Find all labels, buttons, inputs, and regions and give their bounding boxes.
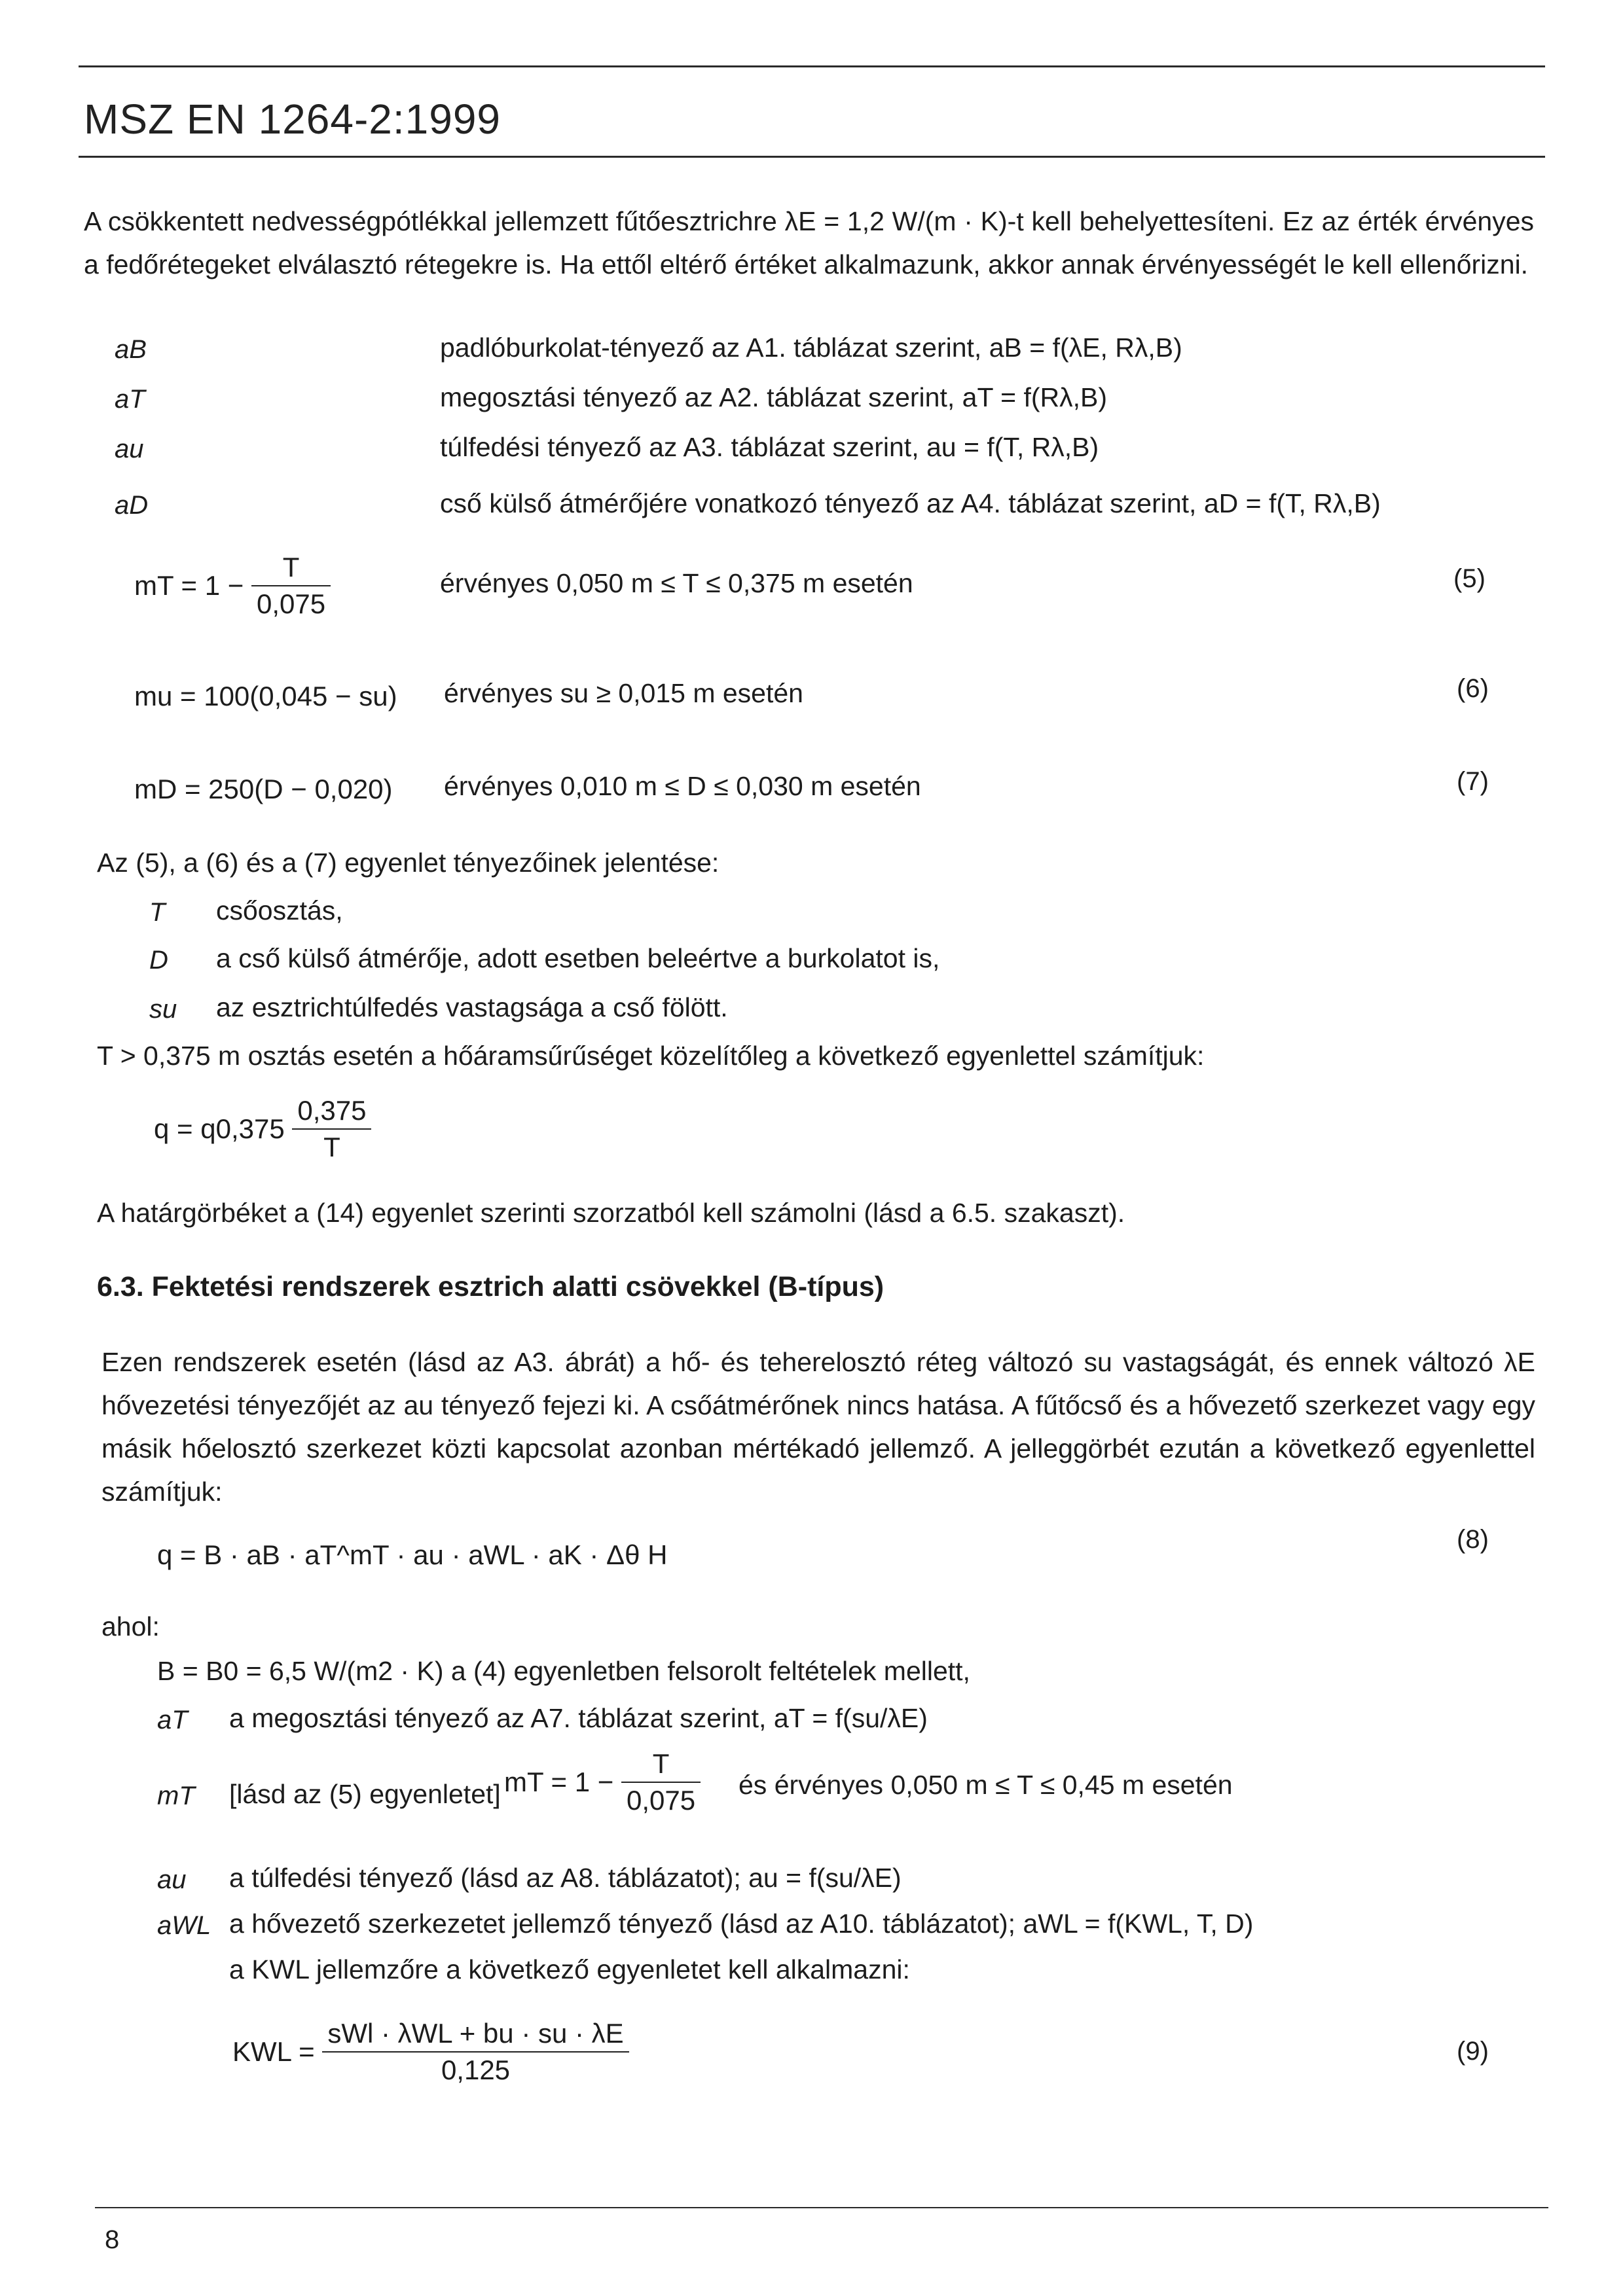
eq5-numerator: T — [251, 550, 331, 586]
factor-text-D: a cső külső átmérője, adott esetben beleértve a burkolatot is, — [216, 943, 940, 973]
where-symbol-aT: aT — [157, 1706, 188, 1734]
where-mT-numerator: T — [621, 1746, 701, 1783]
where-B: B = B0 = 6,5 W/(m2 · K) a (4) egyenletben felsorolt feltételek mellett, — [157, 1656, 970, 1686]
page-number: 8 — [105, 2225, 120, 2254]
eq-q-numerator: 0,375 — [292, 1093, 371, 1130]
kwl-intro: a KWL jellemzőre a következő egyenletet kell alkalmazni: — [229, 1954, 910, 1984]
where-text-aWL: a hővezető szerkezetet jellemző tényező (lásd az A10. táblázatot); aWL = f(KWL, T, D) — [229, 1909, 1254, 1939]
def-symbol-au: au — [115, 435, 144, 463]
where-mT-condition: és érvényes 0,050 m ≤ T ≤ 0,45 m esetén — [739, 1770, 1233, 1800]
equation-9 — [232, 2016, 629, 2088]
where-symbol-aWL: aWL — [157, 1911, 211, 1940]
where-mT-lhs: mT = 1 − — [504, 1767, 614, 1797]
intro-paragraph: A csökkentett nedvességpótlékkal jellemzett fűtőesztrichre λE = 1,2 W/(m · K)-t kell behelyettesíteni. Ez az érték érvényes a fedőrétegeket elválasztó rétegekre is. Ha ettől eltérő értéket alkalmazunk, akkor annak érvényességét le kell ellenőrizni. — [84, 206, 1534, 279]
eq-q-denominator: T — [323, 1132, 340, 1162]
equation-q — [154, 1093, 371, 1165]
eq8-number: (8) — [1457, 1525, 1489, 1554]
eq9-fraction — [322, 2016, 629, 2088]
limit-curves-text: A határgörbéket a (14) egyenlet szerinti szorzatból kell számolni (lásd a 6.5. szakaszt). — [97, 1198, 1125, 1228]
header-top-rule — [79, 65, 1545, 67]
where-text-aT: a megosztási tényező az A7. táblázat szerint, aT = f(su/λE) — [229, 1703, 928, 1733]
where-symbol-au: au — [157, 1865, 187, 1894]
def-symbol-aB: aB — [115, 335, 147, 364]
eq6-condition: érvényes su ≥ 0,015 m esetén — [444, 678, 803, 708]
equation-5 — [134, 550, 331, 622]
def-text-aB: padlóburkolat-tényező az A1. táblázat szerint, aB = f(λE, Rλ,B) — [440, 332, 1182, 363]
factor-symbol-T: T — [149, 898, 166, 927]
where-text-au: a túlfedési tényező (lásd az A8. táblázatot); au = f(su/λE) — [229, 1863, 902, 1893]
eq5-number: (5) — [1453, 564, 1486, 593]
def-text-aD: cső külső átmérőjére vonatkozó tényező az A4. táblázat szerint, aD = f(T, Rλ,B) — [440, 488, 1381, 518]
equation-6: mu = 100(0,045 − su) — [134, 681, 397, 711]
standard-title: MSZ EN 1264-2:1999 — [84, 96, 501, 143]
factor-text-T: csőosztás, — [216, 895, 343, 925]
eq-q-lhs: q = q0,375 — [154, 1113, 285, 1144]
def-symbol-aD: aD — [115, 491, 149, 520]
section-heading: 6.3. Fektetési rendszerek esztrich alatti csövekkel (B-típus) — [97, 1271, 884, 1302]
eq9-lhs: KWL = — [232, 2036, 315, 2067]
where-mT-denominator: 0,075 — [626, 1785, 696, 1816]
eq9-denominator: 0,125 — [441, 2054, 511, 2085]
eq5-lhs: mT = 1 − — [134, 570, 244, 601]
eq7-condition: érvényes 0,010 m ≤ D ≤ 0,030 m esetén — [444, 771, 921, 801]
equation-8: q = B · aB · aT^mT · au · aWL · aK · Δθ H — [157, 1539, 668, 1570]
where-text-mT: [lásd az (5) egyenletet] — [229, 1779, 501, 1809]
large-spacing-text: T > 0,375 m osztás esetén a hőáramsűrűséget közelítőleg a következő egyenlettel számítjuk: — [97, 1041, 1205, 1071]
where-symbol-mT: mT — [157, 1782, 195, 1810]
eq5-fraction — [251, 550, 331, 622]
factor-symbol-D: D — [149, 946, 168, 975]
factor-text-su: az esztrichtúlfedés vastagsága a cső fölött. — [216, 992, 728, 1022]
def-text-aT: megosztási tényező az A2. táblázat szerint, aT = f(Rλ,B) — [440, 382, 1108, 412]
factor-symbol-su: su — [149, 995, 177, 1024]
footer-rule — [95, 2207, 1548, 2208]
eq7-number: (7) — [1457, 767, 1489, 796]
where-mT-fraction — [621, 1746, 701, 1818]
def-text-au: túlfedési tényező az A3. táblázat szerint, au = f(T, Rλ,B) — [440, 432, 1099, 462]
eq5-condition: érvényes 0,050 m ≤ T ≤ 0,375 m esetén — [440, 568, 913, 598]
eq-q-fraction — [292, 1093, 371, 1165]
section-paragraph: Ezen rendszerek esetén (lásd az A3. ábrát) a hő- és teherelosztó réteg változó su vastagságát, és ennek változó λE hővezetési tényezőjét az au tényező fejezi ki. A csőátmérőnek nincs hatása. A fűtőcső és a hővezető szerkezet vagy egy másik hőelosztó szerkezet közti kapcsolat azonban mértékadó jellemző. A jelleggörbét ezután a következő egyenlettel számítjuk: — [101, 1347, 1535, 1507]
equation-7: mD = 250(D − 0,020) — [134, 774, 393, 804]
eq6-number: (6) — [1457, 674, 1489, 703]
eq9-numerator: sWl · λWL + bu · su · λE — [322, 2016, 629, 2053]
where-mT-equation — [504, 1746, 701, 1818]
eq9-number: (9) — [1457, 2037, 1489, 2066]
factors-intro: Az (5), a (6) és a (7) egyenlet tényezőinek jelentése: — [97, 848, 720, 878]
where-label: ahol: — [101, 1611, 160, 1641]
def-symbol-aT: aT — [115, 385, 145, 414]
eq5-denominator: 0,075 — [256, 588, 326, 619]
header-bottom-rule — [79, 156, 1545, 158]
